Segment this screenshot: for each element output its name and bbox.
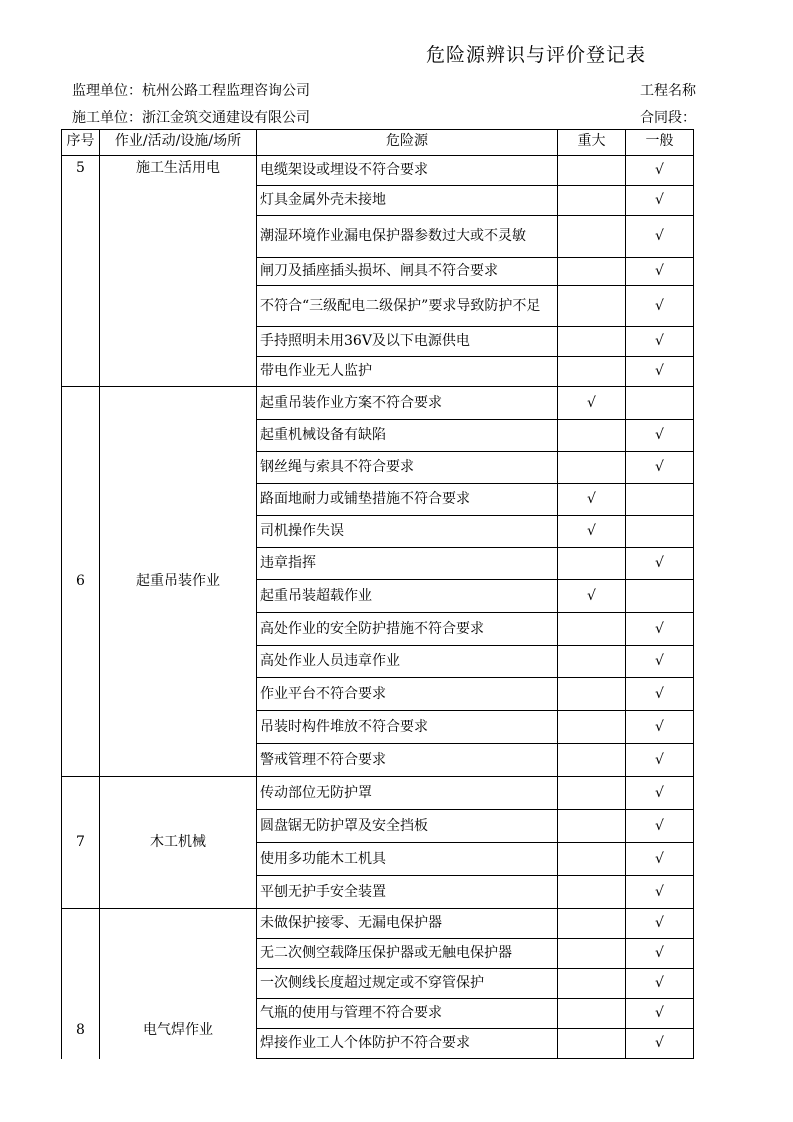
hazard-register-table: [61, 129, 694, 1059]
general-mark: √: [626, 810, 694, 843]
hazard-description: 司机操作失误: [257, 516, 558, 548]
row-number: 8: [62, 909, 100, 1059]
major-mark: [558, 711, 626, 744]
major-mark: √: [558, 484, 626, 516]
major-mark: √: [558, 387, 626, 420]
major-mark: [558, 678, 626, 711]
major-mark: [558, 843, 626, 876]
major-mark: [558, 876, 626, 909]
major-mark: [558, 646, 626, 678]
general-mark: [626, 484, 694, 516]
general-mark: √: [626, 258, 694, 286]
general-mark: √: [626, 876, 694, 909]
table-row: [62, 777, 694, 810]
hazard-description: 手持照明未用36V及以下电源供电: [257, 327, 558, 357]
hazard-description: 无二次侧空载降压保护器或无触电保护器: [257, 939, 558, 969]
table-header-row: [62, 130, 694, 156]
hazard-description: 圆盘锯无防护罩及安全挡板: [257, 810, 558, 843]
general-mark: √: [626, 327, 694, 357]
hazard-description: 灯具金属外壳未接地: [257, 186, 558, 216]
general-mark: √: [626, 777, 694, 810]
major-mark: [558, 909, 626, 939]
general-mark: √: [626, 420, 694, 452]
header-no: 序号: [62, 130, 100, 156]
hazard-description: 带电作业无人监护: [257, 357, 558, 387]
hazard-description: 高处作业的安全防护措施不符合要求: [257, 613, 558, 646]
contract-section-label: 合同段：: [640, 110, 696, 126]
general-mark: [626, 516, 694, 548]
general-mark: √: [626, 286, 694, 327]
header-major: 重大: [558, 130, 626, 156]
hazard-description: 违章指挥: [257, 548, 558, 580]
activity-name: 木工机械: [100, 777, 257, 909]
header-activity: 作业/活动/设施/场所: [100, 130, 257, 156]
row-number: 6: [62, 387, 100, 777]
general-mark: √: [626, 744, 694, 777]
hazard-description: 焊接作业工人个体防护不符合要求: [257, 1029, 558, 1059]
activity-name: 施工生活用电: [100, 156, 257, 387]
hazard-description: 高处作业人员违章作业: [257, 646, 558, 678]
major-mark: [558, 613, 626, 646]
header-hazard: 危险源: [257, 130, 558, 156]
hazard-description: 使用多功能木工机具: [257, 843, 558, 876]
major-mark: [558, 286, 626, 327]
major-mark: [558, 452, 626, 484]
general-mark: √: [626, 548, 694, 580]
activity-name: 电气焊作业: [100, 909, 257, 1059]
hazard-description: 吊装时构件堆放不符合要求: [257, 711, 558, 744]
hazard-description: 一次侧线长度超过规定或不穿管保护: [257, 969, 558, 999]
general-mark: √: [626, 711, 694, 744]
major-mark: [558, 969, 626, 999]
row-number: 7: [62, 777, 100, 909]
major-mark: [558, 186, 626, 216]
hazard-description: 不符合“三级配电二级保护”要求导致防护不足: [257, 286, 558, 327]
hazard-description: 未做保护接零、无漏电保护器: [257, 909, 558, 939]
major-mark: [558, 216, 626, 258]
general-mark: √: [626, 969, 694, 999]
major-mark: [558, 1029, 626, 1059]
hazard-description: 作业平台不符合要求: [257, 678, 558, 711]
major-mark: [558, 420, 626, 452]
activity-name: 起重吊装作业: [100, 387, 257, 777]
major-mark: [558, 357, 626, 387]
major-mark: [558, 327, 626, 357]
hazard-description: 闸刀及插座插头损坏、闸具不符合要求: [257, 258, 558, 286]
general-mark: √: [626, 939, 694, 969]
major-mark: √: [558, 516, 626, 548]
table-row: [62, 156, 694, 186]
hazard-description: 路面地耐力或铺垫措施不符合要求: [257, 484, 558, 516]
hazard-description: 平刨无护手安全装置: [257, 876, 558, 909]
general-mark: [626, 580, 694, 613]
major-mark: [558, 810, 626, 843]
hazard-description: 潮湿环境作业漏电保护器参数过大或不灵敏: [257, 216, 558, 258]
general-mark: √: [626, 843, 694, 876]
general-mark: √: [626, 646, 694, 678]
supervisor-unit: 监理单位：杭州公路工程监理咨询公司: [72, 83, 310, 99]
contractor-unit: 施工单位：浙江金筑交通建设有限公司: [72, 110, 310, 126]
hazard-description: 传动部位无防护罩: [257, 777, 558, 810]
general-mark: √: [626, 357, 694, 387]
table-row: [62, 387, 694, 420]
hazard-description: 起重机械设备有缺陷: [257, 420, 558, 452]
general-mark: √: [626, 1029, 694, 1059]
general-mark: √: [626, 186, 694, 216]
major-mark: [558, 548, 626, 580]
table-row: [62, 909, 694, 939]
hazard-description: 钢丝绳与索具不符合要求: [257, 452, 558, 484]
hazard-description: 电缆架设或埋设不符合要求: [257, 156, 558, 186]
general-mark: [626, 387, 694, 420]
general-mark: √: [626, 678, 694, 711]
hazard-description: 气瓶的使用与管理不符合要求: [257, 999, 558, 1029]
project-name-label: 工程名称: [640, 83, 696, 99]
hazard-description: 警戒管理不符合要求: [257, 744, 558, 777]
major-mark: [558, 258, 626, 286]
general-mark: √: [626, 909, 694, 939]
general-mark: √: [626, 999, 694, 1029]
hazard-description: 起重吊装作业方案不符合要求: [257, 387, 558, 420]
major-mark: [558, 999, 626, 1029]
header-general: 一般: [626, 130, 694, 156]
major-mark: [558, 939, 626, 969]
page-title: 危险源辨识与评价登记表: [426, 44, 647, 66]
major-mark: [558, 744, 626, 777]
major-mark: [558, 156, 626, 186]
row-number: 5: [62, 156, 100, 387]
general-mark: √: [626, 156, 694, 186]
general-mark: √: [626, 452, 694, 484]
general-mark: √: [626, 613, 694, 646]
hazard-description: 起重吊装超载作业: [257, 580, 558, 613]
general-mark: √: [626, 216, 694, 258]
major-mark: √: [558, 580, 626, 613]
major-mark: [558, 777, 626, 810]
